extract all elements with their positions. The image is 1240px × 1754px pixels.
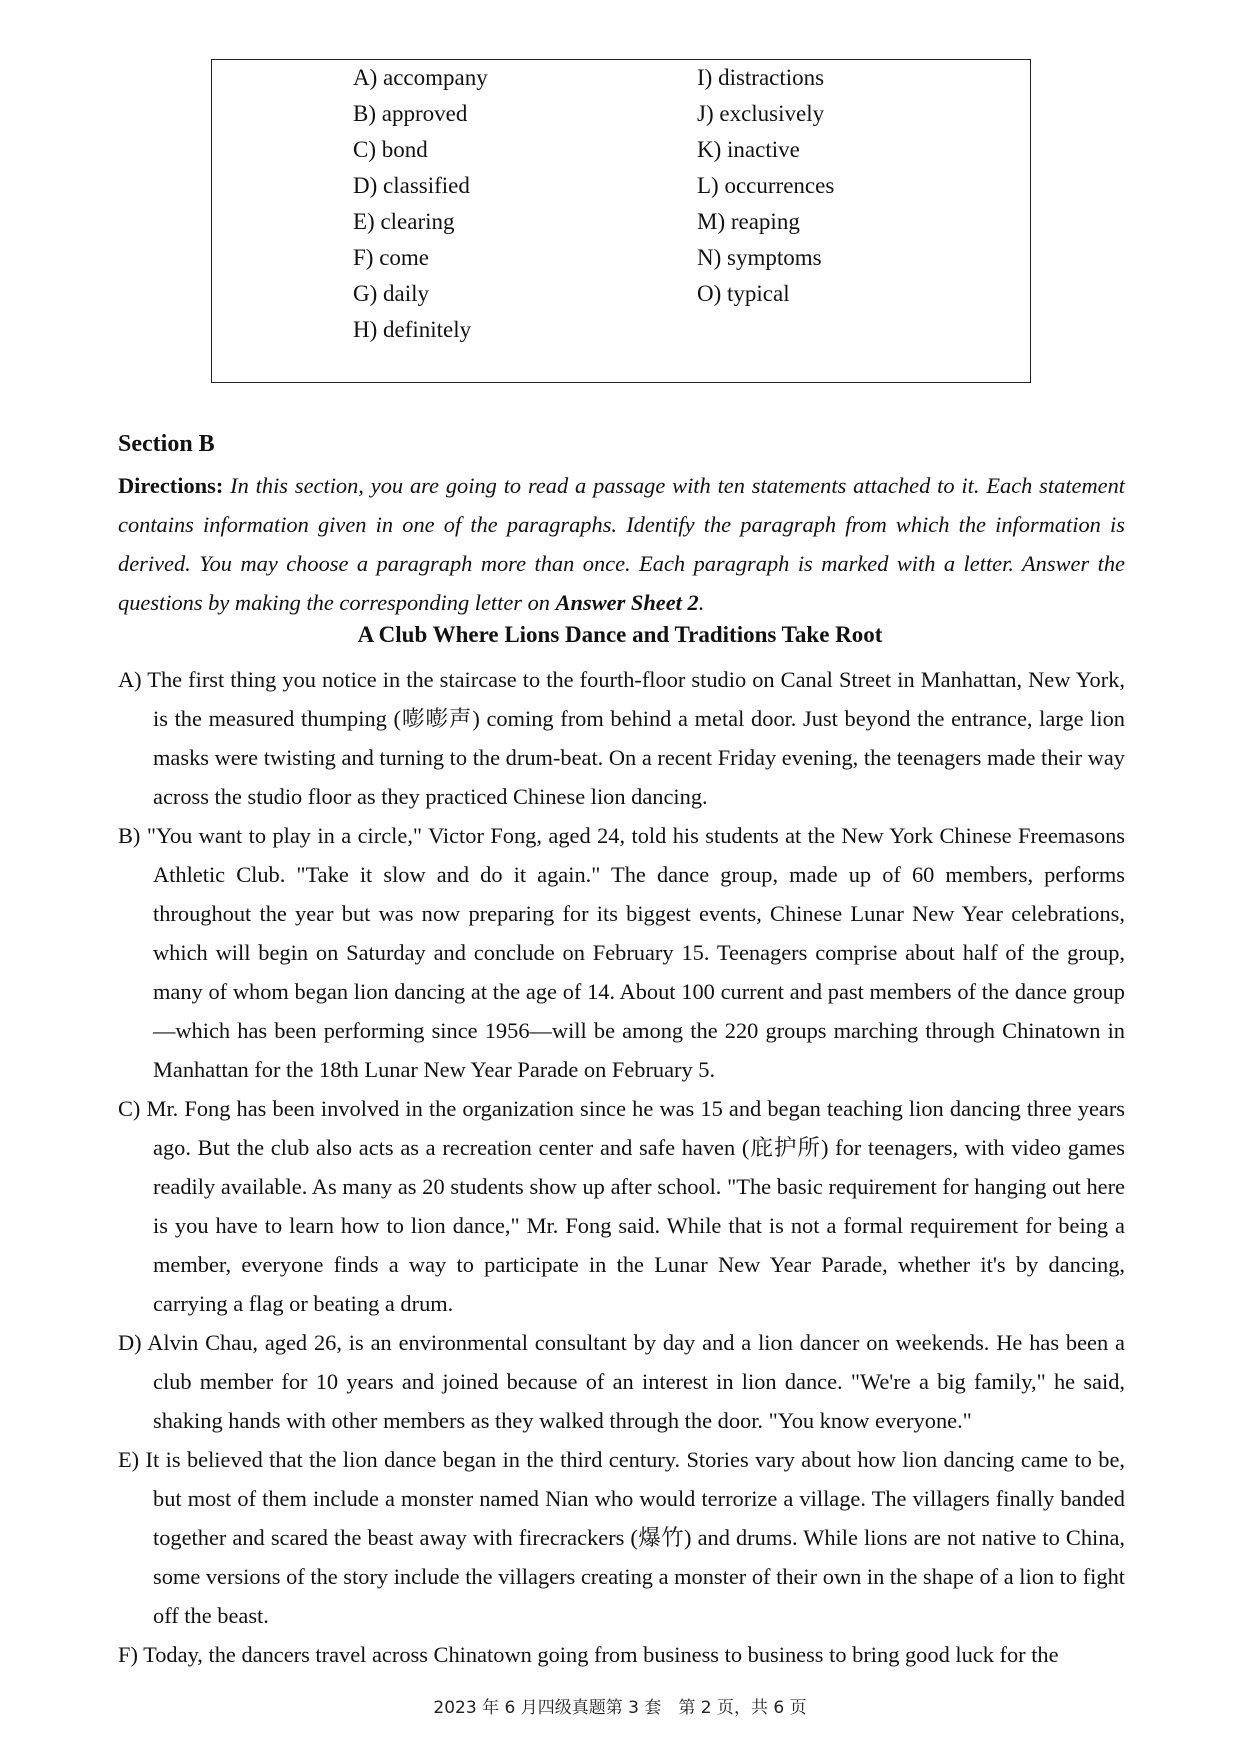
directions-text: In this section, you are going to read a passage with ten statements attached to it. Each statement contains information given in one of the paragraphs. Identify the paragraph from which the information is derived. You may choose a paragraph more than once. Each paragraph is marked with a letter. Answer the questions by making the corresponding letter on bbox=[118, 473, 1125, 615]
section-heading: Section B bbox=[118, 431, 215, 457]
directions-label: Directions: bbox=[118, 473, 224, 498]
paragraph-text: The first thing you notice in the staircase to the fourth-floor studio on Canal Street in Manhattan, New York, is the measured thumping (嘭嘭声) coming from behind a metal door. Just beyond the entrance, large lion masks were twisting and turning to the drum-beat. On a recent Friday evening, the teenagers made their way across the studio floor as they practiced Chinese lion dancing. bbox=[147, 667, 1125, 809]
word-option: C) bond bbox=[353, 137, 428, 162]
paragraph-text: Today, the dancers travel across Chinatown going from business to business to bring good luck for the bbox=[143, 1642, 1059, 1667]
passage-body bbox=[118, 660, 1125, 1674]
paragraph-f bbox=[118, 1635, 1125, 1674]
paragraph-letter: C) bbox=[118, 1096, 141, 1121]
paragraph-text: "You want to play in a circle," Victor Fong, aged 24, told his students at the New York Chinese Freemasons Athletic Club. "Take it slow and do it again." The dance group, made up of 60 members, performs throughout the year but was now preparing for its biggest events, Chinese Lunar New Year celebrations, which will begin on Saturday and conclude on February 15. Teenagers comprise about half of the group, many of whom began lion dancing at the age of 14. About 100 current and past members of the dance group—which has been performing since 1956—will be among the 220 groups marching through Chinatown in Manhattan for the 18th Lunar New Year Parade on February 5. bbox=[146, 823, 1125, 1082]
paragraph-letter: E) bbox=[118, 1447, 140, 1472]
word-option: K) inactive bbox=[697, 137, 800, 162]
word-option: H) definitely bbox=[353, 317, 472, 342]
directions-paragraph bbox=[118, 466, 1125, 622]
paragraph-letter: B) bbox=[118, 823, 141, 848]
word-option: N) symptoms bbox=[697, 245, 822, 270]
paragraph-d bbox=[118, 1323, 1125, 1440]
word-option: E) clearing bbox=[353, 209, 455, 234]
paragraph-text: Mr. Fong has been involved in the organization since he was 15 and began teaching lion dancing three years ago. But the club also acts as a recreation center and safe haven (庇护所) for teenagers, with video games readily available. As many as 20 students show up after school. "The basic requirement for hanging out here is you have to learn how to lion dance," Mr. Fong said. While that is not a formal requirement for being a member, everyone finds a way to participate in the Lunar New Year Parade, whether it's by dancing, carrying a flag or beating a drum. bbox=[146, 1096, 1126, 1316]
word-option: G) daily bbox=[353, 281, 430, 306]
paragraph-c bbox=[118, 1089, 1125, 1323]
paragraph-text: It is believed that the lion dance began in the third century. Stories vary about how lion dancing came to be, but most of them include a monster named Nian who would terrorize a village. The villagers finally banded together and scared the beast away with firecrackers (爆竹) and drums. While lions are not native to China, some versions of the story include the villagers creating a monster of their own in the shape of a lion to fight off the beast. bbox=[145, 1447, 1125, 1628]
word-option: F) come bbox=[353, 245, 430, 270]
page-footer: 2023 年 6 月四级真题第 3 套 第 2 页，共 6 页 bbox=[433, 1698, 807, 1718]
word-bank-box bbox=[211, 59, 1031, 383]
paragraph-a bbox=[118, 660, 1125, 816]
word-option: O) typical bbox=[697, 281, 790, 306]
passage-title: A Club Where Lions Dance and Traditions Take Root bbox=[357, 622, 883, 647]
paragraph-text: Alvin Chau, aged 26, is an environmental consultant by day and a lion dancer on weekends. He has been a club member for 10 years and joined because of an interest in lion dance. "We're a big family," he said, shaking hands with other members as they walked through the door. "You know everyone." bbox=[147, 1330, 1125, 1433]
paragraph-b bbox=[118, 816, 1125, 1089]
answer-sheet-reference: Answer Sheet 2 bbox=[555, 590, 699, 615]
word-option: A) accompany bbox=[353, 65, 488, 90]
word-option: L) occurrences bbox=[697, 173, 835, 198]
paragraph-letter: F) bbox=[118, 1642, 138, 1667]
word-option: D) classified bbox=[353, 173, 470, 198]
paragraph-letter: A) bbox=[118, 667, 142, 692]
paragraph-letter: D) bbox=[118, 1330, 142, 1355]
word-option: M) reaping bbox=[697, 209, 800, 234]
word-option: I) distractions bbox=[697, 65, 825, 90]
word-option: J) exclusively bbox=[697, 101, 825, 126]
directions-end: . bbox=[698, 590, 705, 615]
word-option: B) approved bbox=[353, 101, 468, 126]
paragraph-e bbox=[118, 1440, 1125, 1635]
